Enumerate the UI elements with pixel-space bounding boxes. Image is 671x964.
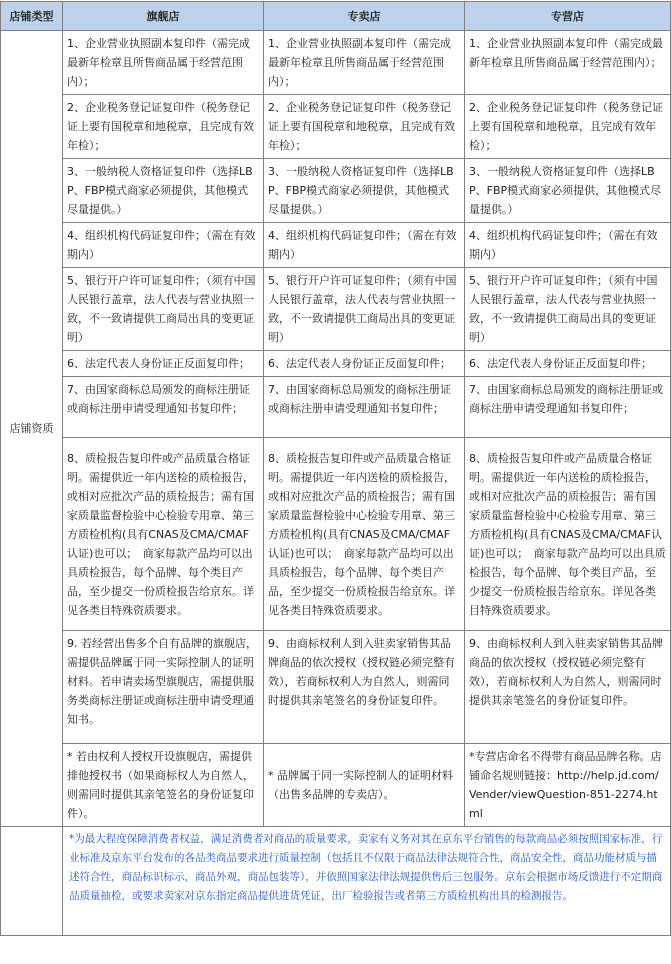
cell-franchise: *专营店命名不得带有商品品牌名称。店铺命名规则链接：http://help.jd.com/Vender/viewQuestion-851-2274.html [465, 744, 671, 827]
cell-franchise: 6、法定代表人身份证正反面复印件； [465, 351, 671, 377]
cell-specialty: 4、组织机构代码证复印件；（需在有效期内） [264, 223, 465, 268]
header-flagship: 旗舰店 [63, 2, 264, 31]
cell-flagship: 1、企业营业执照副本复印件（需完成最新年检章且所售商品属于经营范围内）； [63, 31, 264, 95]
cell-flagship: * 若由权利人授权开设旗舰店，需提供排他授权书（如果商标权人为自然人，则需同时提供其亲笔签名的身份证复印件）。 [63, 744, 264, 827]
cell-franchise: 4、组织机构代码证复印件；（需在有效期内） [465, 223, 671, 268]
table-row [1, 351, 671, 377]
cell-specialty: 3、一般纳税人资格证复印件（选择LBP、FBP模式商家必须提供，其他模式尽量提供。） [264, 159, 465, 223]
cell-flagship: 7、由国家商标总局颁发的商标注册证或商标注册申请受理通知书复印件； [63, 377, 264, 438]
cell-franchise: 2、企业税务登记证复印件（税务登记证上要有国税章和地税章，且完成有效年检）； [465, 95, 671, 159]
cell-franchise: 8、质检报告复印件或产品质量合格证明。需提供近一年内送检的质检报告，或相对应批次产品的质检报告；需有国家质量监督检验中心检验专用章、第三方质检机构(具有CNAS及CMA/CMAF认证)也可以； 商家每款产品均可以出具质检报告，每个品牌、每个类目产品，至少提交一份质检报告给京东。详见各类目特殊资质要求。 [465, 438, 671, 631]
cell-flagship: 3、一般纳税人资格证复印件（选择LBP、FBP模式商家必须提供，其他模式尽量提供。） [63, 159, 264, 223]
header-franchise: 专营店 [465, 2, 671, 31]
table-row [1, 631, 671, 744]
table-row [1, 159, 671, 223]
header-store-type: 店铺类型 [1, 2, 63, 31]
table-row [1, 438, 671, 631]
table-row [1, 268, 671, 351]
cell-flagship: 6、法定代表人身份证正反面复印件； [63, 351, 264, 377]
table-row [1, 377, 671, 438]
cell-specialty: 6、法定代表人身份证正反面复印件； [264, 351, 465, 377]
cell-specialty: * 品牌属于同一实际控制人的证明材料（出售多品牌的专卖店）。 [264, 744, 465, 827]
header-row [1, 2, 671, 31]
cell-specialty: 7、由国家商标总局颁发的商标注册证或商标注册申请受理通知书复印件； [264, 377, 465, 438]
cell-specialty: 8、质检报告复印件或产品质量合格证明。需提供近一年内送检的质检报告，或相对应批次产品的质检报告；需有国家质量监督检验中心检验专用章、第三方质检机构(具有CNAS及CMA/CMAF认证)也可以； 商家每款产品均可以出具质检报告，每个品牌、每个类目产品，至少提交一份质检报告给京东。详见各类目特殊资质要求。 [264, 438, 465, 631]
cell-franchise: 7、由国家商标总局颁发的商标注册证或商标注册申请受理通知书复印件； [465, 377, 671, 438]
table-row [1, 31, 671, 95]
cell-franchise: 3、一般纳税人资格证复印件（选择LBP、FBP模式商家必须提供，其他模式尽量提供。） [465, 159, 671, 223]
cell-flagship: 4、组织机构代码证复印件；（需在有效期内） [63, 223, 264, 268]
table-row [1, 95, 671, 159]
quality-note: *为最大程度保障消费者权益，满足消费者对商品的质量要求，卖家有义务对其在京东平台销售的每款商品必须按照国家标准，行业标准及京东平台发布的各品类商品要求进行质量控制（包括且不仅限于商品法律法规符合性，商品安全性，商品功能材质与描述符合性，商品标识标示，商品外观，商品包装等），并依照国家法律法规提供售后三包服务。京东会根据市场反馈进行不定期商品质量抽检，或要求卖家对京东指定商品提供进货凭证，出厂检验报告或者第三方质检机构出具的检测报告。 [63, 827, 671, 936]
cell-flagship: 5、银行开户许可证复印件；（须有中国人民银行盖章，法人代表与营业执照一致，不一致请提供工商局出具的变更证明） [63, 268, 264, 351]
cell-flagship: 9. 若经营出售多个自有品牌的旗舰店，需提供品牌属于同一实际控制人的证明材料。若申请卖场型旗舰店，需提供服务类商标注册证或商标注册申请受理通知书。 [63, 631, 264, 744]
row-label-store-qualification: 店铺资质 [1, 31, 63, 827]
cell-flagship: 2、企业税务登记证复印件（税务登记证上要有国税章和地税章，且完成有效年检）； [63, 95, 264, 159]
cell-specialty: 1、企业营业执照副本复印件（需完成最新年检章且所售商品属于经营范围内）； [264, 31, 465, 95]
header-specialty: 专卖店 [264, 2, 465, 31]
table-row [1, 223, 671, 268]
table-row [1, 744, 671, 827]
cell-flagship: 8、质检报告复印件或产品质量合格证明。需提供近一年内送检的质检报告，或相对应批次产品的质检报告；需有国家质量监督检验中心检验专用章、第三方质检机构(具有CNAS及CMA/CMAF认证)也可以； 商家每款产品均可以出具质检报告，每个品牌、每个类目产品，至少提交一份质检报告给京东。详见各类目特殊资质要求。 [63, 438, 264, 631]
cell-specialty: 2、企业税务登记证复印件（税务登记证上要有国税章和地税章，且完成有效年检）； [264, 95, 465, 159]
store-qualification-table [0, 1, 671, 936]
cell-franchise: 5、银行开户许可证复印件；（须有中国人民银行盖章，法人代表与营业执照一致，不一致请提供工商局出具的变更证明） [465, 268, 671, 351]
note-row [1, 827, 671, 936]
cell-franchise: 9、由商标权利人到入驻卖家销售其品牌商品的依次授权（授权链必须完整有效），若商标权利人为自然人，则需同时提供其亲笔签名的身份证复印件。 [465, 631, 671, 744]
cell-specialty: 9、由商标权利人到入驻卖家销售其品牌商品的依次授权（授权链必须完整有效），若商标权利人为自然人，则需同时提供其亲笔签名的身份证复印件。 [264, 631, 465, 744]
cell-franchise: 1、企业营业执照副本复印件（需完成最新年检章且所售商品属于经营范围内）； [465, 31, 671, 95]
cell-specialty: 5、银行开户许可证复印件；（须有中国人民银行盖章，法人代表与营业执照一致，不一致请提供工商局出具的变更证明） [264, 268, 465, 351]
